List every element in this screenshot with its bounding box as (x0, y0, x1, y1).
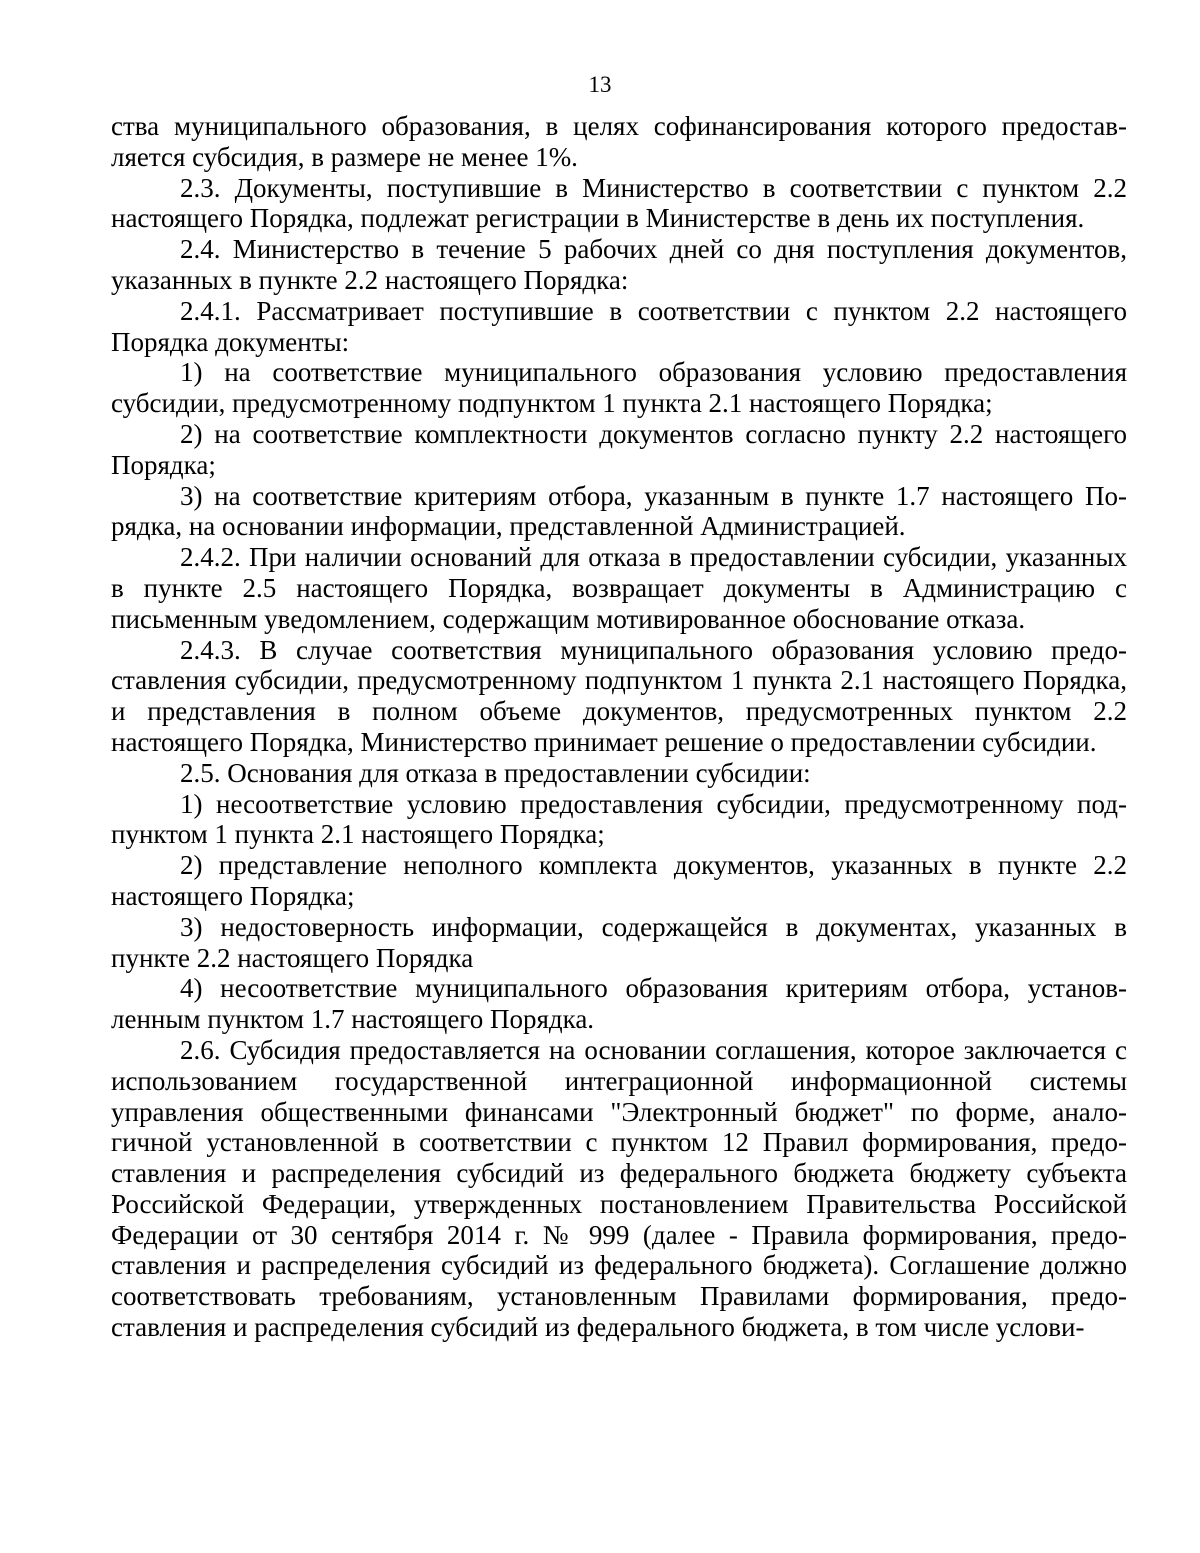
paragraph-2-3: 2.3. Документы, поступившие в Министерство в соответствии с пунктом 2.2 настоящего Порядка, подлежат регистрации в Министерстве в день их поступления. (111, 172, 1127, 234)
paragraph-2-4-1: 2.4.1. Рассматривает поступившие в соответствии с пунктом 2.2 настоящего Порядка документы: (111, 295, 1127, 357)
paragraph-continuation: ства муниципального образования, в целях софинансирования которого предоставляется субсидия, в размере не менее 1%. (111, 111, 1127, 172)
paragraph-2-4-3: 2.4.3. В случае соответствия муниципального образования условию предоставления субсидии, предусмотренному подпунктом 1 пункта 2.1 настоящего Порядка, и представления в полном объеме документов, предусмотренных пунктом 2.2 настоящего Порядка, Министерство принимает решение о предоставлении субсидии. (111, 634, 1127, 757)
paragraph-2-4-1-item-3: 3) на соответствие критериям отбора, указанным в пункте 1.7 настоящего Порядка, на основании информации, представленной Администрацией. (111, 480, 1127, 542)
paragraph-2-5-item-3: 3) недостоверность информации, содержащейся в документах, указанных в пункте 2.2 настоящего Порядка (111, 911, 1127, 973)
paragraph-2-5-item-4: 4) несоответствие муниципального образования критериям отбора, установленным пунктом 1.7 настоящего Порядка. (111, 973, 1127, 1035)
page-number: 13 (588, 72, 612, 97)
paragraph-2-5: 2.5. Основания для отказа в предоставлении субсидии: (180, 757, 811, 788)
paragraph-2-4-1-item-1: 1) на соответствие муниципального образования условию предоставления субсидии, предусмотренному подпунктом 1 пункта 2.1 настоящего Порядка; (111, 357, 1127, 419)
paragraph-2-5-item-1: 1) несоответствие условию предоставления субсидии, предусмотренному подпунктом 1 пункта 2.1 настоящего Порядка; (111, 788, 1127, 850)
paragraph-2-4-1-item-2: 2) на соответствие комплектности документов согласно пункту 2.2 настоящего Порядка; (111, 418, 1127, 480)
paragraph-2-6: 2.6. Субсидия предоставляется на основании соглашения, которое заключается с использованием государственной интеграционной информационной системы управления общественными финансами "Электронный бюджет" по форме, аналогичной установленной в соответствии с пунктом 12 Правил формирования, предоставления и распределения субсидий из федерального бюджета бюджету субъекта Российской Федерации, утвержденных постановлением Правительства Российской Федерации от 30 сентября 2014 г. № 999 (далее - Правила формирования, предоставления и распределения субсидий из федерального бюджета). Соглашение должно соответствовать требованиям, установленным Правилами формирования, предоставления и распределения субсидий из федерального бюджета, в том числе услови- (111, 1034, 1127, 1343)
paragraph-2-4-2: 2.4.2. При наличии оснований для отказа в предоставлении субсидии, указанных в пункте 2.5 настоящего Порядка, возвращает документы в Администрацию с письменным уведомлением, содержащим мотивированное обоснование отказа. (111, 542, 1127, 634)
paragraph-2-5-item-2: 2) представление неполного комплекта документов, указанных в пункте 2.2 настоящего Порядка; (111, 850, 1127, 911)
document-body (111, 111, 1127, 1343)
paragraph-2-4: 2.4. Министерство в течение 5 рабочих дней со дня поступления документов, указанных в пункте 2.2 настоящего Порядка: (111, 234, 1127, 295)
